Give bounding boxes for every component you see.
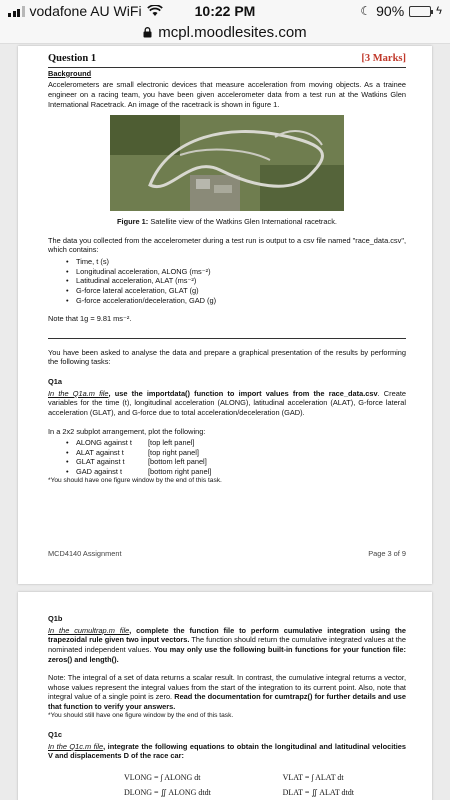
status-bar — [0, 0, 450, 22]
racetrack-satellite-image — [110, 115, 344, 211]
q1b-bold-2: You may only use the following built-in functions for your function file: zeros() and length(). — [48, 644, 406, 664]
footer-course: MCD4140 Assignment — [48, 549, 122, 558]
list-item: • Longitudinal acceleration, ALONG (ms⁻²) — [76, 267, 406, 277]
clock: 10:22 PM — [194, 3, 256, 19]
integration-equations — [48, 773, 406, 800]
battery-group — [360, 3, 442, 19]
q1c-file: In the Q1c.m file — [48, 741, 104, 751]
latitudinal-equations — [283, 773, 354, 800]
list-item: • G-force acceleration/deceleration, GAD (g) — [76, 296, 406, 306]
list-item — [76, 467, 406, 477]
data-intro: The data you collected from the accelerometer during a test run is output to a csv file named "race_data.csv", which contains: — [48, 235, 406, 255]
q1b-bold: , complete the function file to perform cumulative integration using the trapezoidal rule given two input vectors. — [48, 625, 406, 645]
url-bar[interactable] — [0, 22, 450, 44]
lock-icon — [143, 27, 152, 38]
moon-icon: ☾ — [360, 4, 372, 18]
q1b-title: Q1b — [48, 614, 63, 623]
racetrack-illustration — [110, 115, 344, 211]
q1c-text — [48, 742, 406, 761]
note-text: Note: The integral of a set of data returns a scalar result. In contrast, the cumulative integral returns a vector, whose values represent the integral values from the start of the integration to its current point. Also, note that integral value of a single point is zero. — [48, 673, 406, 702]
subplot-pos: [bottom right panel] — [148, 467, 212, 477]
equation-v-lat: VLAT = ∫ ALAT dt — [282, 773, 344, 783]
subplot-pos: [top left panel] — [148, 438, 195, 448]
note-bold: Read the documentation for cumtrapz() for further details and use that function to verify your answers. — [48, 692, 406, 711]
one-figure-note: *You should have one figure window by the end of this task. — [48, 476, 222, 484]
q1a-body: . Create variables for the time (t), longitudinal acceleration (ALONG), latitudinal acceleration (ALAT), G-force lateral acceleration (GLAT), and G-force due to total acceleration/deceleration (GAD). — [48, 388, 406, 417]
question-title: Question 1 — [48, 53, 97, 64]
list-item — [76, 448, 406, 458]
question-header — [48, 52, 406, 68]
url-text: mcpl.moodlesites.com — [158, 24, 307, 41]
q1a-title: Q1a — [48, 377, 62, 387]
page-footer — [48, 549, 406, 559]
q1b-figure-note: *You should still have one figure window by the end of this task. — [48, 711, 234, 719]
equation-d-lat: DLAT = ∬ ALAT dtdt — [282, 788, 354, 798]
footer-page-number: Page 3 of 9 — [368, 549, 406, 558]
data-items-list — [48, 257, 406, 305]
q1a-text — [48, 389, 406, 418]
list-item — [76, 457, 406, 467]
q1c-bold: , integrate the following equations to obtain the longitudinal and latitudinal velocities V and displacements D of the race car: — [48, 741, 406, 761]
figure-label: Figure 1: — [117, 217, 149, 227]
cumulative-note — [48, 673, 406, 712]
background-heading: Background — [48, 68, 92, 78]
gravity-note: Note that 1g = 9.81 ms⁻². — [48, 314, 132, 324]
subplot-pos: [top right panel] — [148, 447, 199, 457]
charging-icon: ϟ — [436, 5, 442, 17]
task-intro: You have been asked to analyse the data and prepare a graphical presentation of the results by performing the following tasks: — [48, 347, 406, 367]
q1c-title: Q1c — [48, 730, 62, 740]
subplot-intro: In a 2x2 subplot arrangement, plot the following: — [48, 426, 206, 436]
document-page-4 — [18, 592, 432, 800]
document-page-3 — [18, 46, 432, 584]
q1a-bold: , use the importdata() function to import values from the race_data.csv — [108, 388, 378, 398]
battery-icon — [409, 6, 431, 17]
subplot-plot: GAD against t — [76, 467, 123, 477]
subplot-list — [48, 438, 406, 477]
q1b-text — [48, 626, 406, 665]
longitudinal-equations — [124, 773, 211, 800]
list-item: • Latitudinal acceleration, ALAT (ms⁻²) — [76, 276, 406, 286]
list-item: • Time, t (s) — [76, 257, 406, 267]
subplot-plot: ALONG against t — [76, 438, 132, 448]
figure-caption — [48, 217, 406, 227]
list-item — [76, 438, 406, 448]
background-text: Accelerometers are small electronic devices that measure acceleration from moving objects. As a trainee engineer on a racing team, you have been given accelerometer data from a test run at the Watkins Glen International Racetrack. An image of the racetrack is shown in figure 1. — [48, 80, 406, 109]
carrier-label: vodafone AU WiFi — [29, 3, 142, 19]
q1b-body: The function should return the cumulative integrated values at the nominated independent values. — [48, 635, 406, 654]
question-marks: [3 Marks] — [361, 53, 406, 64]
figure-caption-text: Satellite view of the Watkins Glen International racetrack. — [148, 217, 337, 227]
subplot-plot: ALAT against t — [76, 447, 124, 457]
battery-percent: 90% — [376, 3, 405, 19]
equation-v-long: VLONG = ∫ ALONG dt — [124, 773, 201, 783]
equation-d-long: DLONG = ∬ ALONG dtdt — [124, 788, 211, 798]
list-item: • G-force lateral acceleration, GLAT (g) — [76, 286, 406, 296]
q1b-file: In the cumultrap.m file — [48, 625, 130, 635]
subplot-plot: GLAT against t — [76, 457, 125, 467]
q1a-file: In the Q1a.m file — [48, 388, 109, 398]
section-divider — [48, 338, 406, 339]
subplot-pos: [bottom left panel] — [148, 457, 207, 467]
